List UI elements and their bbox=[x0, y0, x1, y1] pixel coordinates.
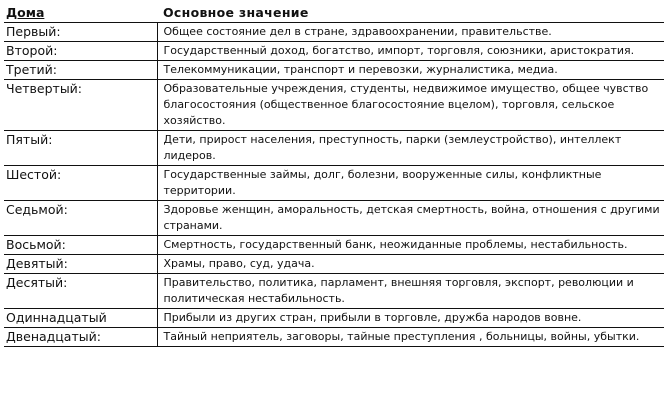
meaning-cell: Общее состояние дел в стране, здравоохранении, правительстве. bbox=[157, 23, 664, 42]
meaning-cell: Образовательные учреждения, студенты, недвижимое имущество, общее чувство благосостояния (общественное благосостояние вцелом), торговля, сельское хозяйство. bbox=[157, 80, 664, 131]
table-row bbox=[4, 61, 664, 80]
house-name-cell: Пятый: bbox=[4, 131, 157, 166]
house-name-cell: Третий: bbox=[4, 61, 157, 80]
header-houses: Дома bbox=[4, 4, 157, 23]
table-row bbox=[4, 309, 664, 328]
house-name-cell: Двенадцатый: bbox=[4, 328, 157, 347]
house-name-cell: Шестой: bbox=[4, 166, 157, 201]
house-name-cell: Девятый: bbox=[4, 255, 157, 274]
table-row bbox=[4, 274, 664, 309]
table-row bbox=[4, 23, 664, 42]
house-name-cell: Десятый: bbox=[4, 274, 157, 309]
meaning-cell: Телекоммуникации, транспорт и перевозки, журналистика, медиа. bbox=[157, 61, 664, 80]
meaning-cell: Храмы, право, суд, удача. bbox=[157, 255, 664, 274]
table-row bbox=[4, 255, 664, 274]
house-name-cell: Второй: bbox=[4, 42, 157, 61]
header-row bbox=[4, 4, 664, 23]
house-name-cell: Первый: bbox=[4, 23, 157, 42]
meaning-cell: Смертность, государственный банк, неожиданные проблемы, нестабильность. bbox=[157, 236, 664, 255]
table-row bbox=[4, 201, 664, 236]
meaning-cell: Здоровье женщин, аморальность, детская смертность, война, отношения с другими странами. bbox=[157, 201, 664, 236]
meaning-cell: Прибыли из других стран, прибыли в торговле, дружба народов вовне. bbox=[157, 309, 664, 328]
house-name-cell: Четвертый: bbox=[4, 80, 157, 131]
table-row bbox=[4, 80, 664, 131]
meaning-cell: Дети, прирост населения, преступность, парки (землеустройство), интеллект лидеров. bbox=[157, 131, 664, 166]
table-row bbox=[4, 42, 664, 61]
meaning-cell: Правительство, политика, парламент, внешняя торговля, экспорт, революции и политическая нестабильность. bbox=[157, 274, 664, 309]
houses-table-container bbox=[4, 4, 664, 347]
table-row bbox=[4, 328, 664, 347]
table-row bbox=[4, 166, 664, 201]
house-name-cell: Седьмой: bbox=[4, 201, 157, 236]
meaning-cell: Тайный неприятель, заговоры, тайные преступления , больницы, войны, убытки. bbox=[157, 328, 664, 347]
header-meaning: Основное значение bbox=[157, 4, 664, 23]
meaning-cell: Государственный доход, богатство, импорт, торговля, союзники, аристократия. bbox=[157, 42, 664, 61]
house-name-cell: Одиннадцатый bbox=[4, 309, 157, 328]
houses-table bbox=[4, 4, 664, 347]
table-row bbox=[4, 131, 664, 166]
table-row bbox=[4, 236, 664, 255]
meaning-cell: Государственные займы, долг, болезни, вооруженные силы, конфликтные территории. bbox=[157, 166, 664, 201]
house-name-cell: Восьмой: bbox=[4, 236, 157, 255]
